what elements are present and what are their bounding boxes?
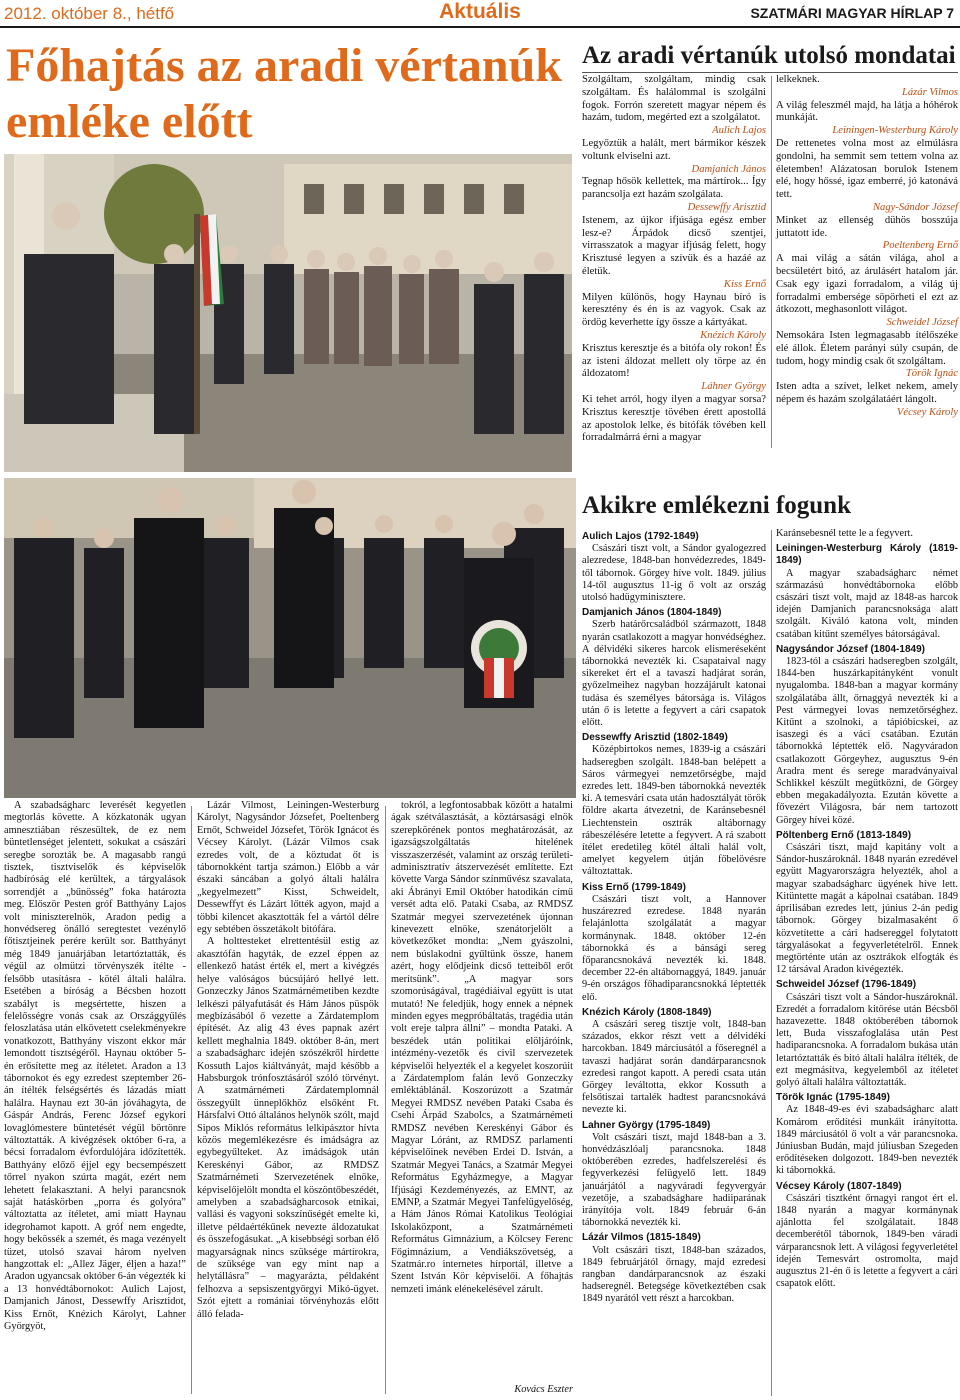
bio-name: Knézich Károly (1808-1849) xyxy=(582,1006,712,1018)
quote-author: Láhner György xyxy=(701,381,766,393)
bio-text: Császári tiszt volt, a Sándor gyalogezred alezredese, 1848-ban honvédezredes, 1849-től tábornok. Görgey híve volt. 1849. július 14-től augusztus 11-ig ő volt az ország utolsó hadügyminisztere. xyxy=(582,543,766,604)
bio-name: Aulich Lajos (1792-1849) xyxy=(582,531,699,542)
quotes-right-column xyxy=(776,74,958,420)
quote-author: Vécsey Károly xyxy=(896,406,958,418)
wreath-procession-photo xyxy=(4,478,576,798)
article-paragraph: A szabadságharc leverését kegyetlen megtorlás követte. A közkatonák ugyan amnesztiában részesültek, de ez nem büntetlenséget jelentett, sokukat a császári seregbe sorozták be. A magasabb rangú tisztek, tisztviselők és képviselők hadbíróság elé kerültek, a tárgyalások sorrendjét a „bűnösség” foka határozta meg. Először Pesten gróf Batthyány Lajos volt miniszterelnök, Aradon pedig a honvédsereg önálló seregtestet vezénylő főtisztjeinek perére került sor. Batthyányt még 1849 januárjában letartóztatták, és végül az olmützi törvényszék ítélte - felsőbb utasításra - kötél általi halálra. Esetében a bíróság a Bécsben hozott szabályt is megsértette, hiszen a felelősségre vonás csak az Országgyűlés feloszlatása után elkövetett cselekményekre vonatkozott, Batthyány viszont ekkor már lemondott tisztségéről. Haynau október 5-én erősítette meg az ítéletet. Aradon a 13 tábornokot és egy ezredest szeptember 26-án ítélték felségsértés és lázadás miatt halálra. Haynau ezt 30-án jóváhagyta, de Gáspár András, Ferenc József egykori lovaglómestere büntetését végül börtönre változtatták. A kivégzések október 6-ra, a bécsi forradalom évfordulójára időzítették. Batthyány előző éjjel egy becsempészett tőrrel nyakon szúrta magát, ezért nem lehetett felakasztani. A helyi parancsnok saját hatáskörben „porra és golyóra” változtatta az ítéletet, ami miatt Haynau idegrohamot kapott. A gróf nem engedte, hogy bekössék a szemét, és maga vezényelt tüzet, utolsó szavai három nyelven hangzottak el: „Allez Jäger, éljen a haza!” Aradon ugyancsak október 6-án végezték ki a 13 honvédtábornokot: Aulich Lajost, Damjanich Jánost, Dessewffy Arisztidot, Kiss Ernőt, Knézich Károlyt, Lahner Györgyöt, xyxy=(4,800,186,1333)
bio-name: Nagysándor József (1804-1849) xyxy=(776,643,925,655)
quote-text: Ki tehet arról, hogy ilyen a magyar sorsa? Krisztus keresztje tövében érett apostollá az apostolok lelke, és bitófák tövében kell forradalmárrá érni a magyar xyxy=(582,393,766,444)
main-headline: Főhajtás az aradi vértanúk emléke előtt xyxy=(6,39,562,148)
quote-text: A világ feleszmél majd, ha látja a hóhérok munkáját. xyxy=(776,99,958,124)
issue-date: 2012. október 8., hétfő xyxy=(4,4,175,23)
bio-text: 1823-tól a császári hadseregben szolgált, 1844-ben huszárkapitányként vonult nyugalomba. 1848-ban a magyar kormány szolgálatába állt, őrnaggyá nevezték ki a Pest vármegyei lovas nemzetőrséghez. Kitűnt a szolnoki, a tápióbicskei, az isaszegi és a váci csatában. Ezután tábornokká léptették elő. Nagyváradon csatlakozott Görgeyhez, augusztus 9-én Aradra ment és serege maradványaival Schlikkel készült megütközni, de Görgey ebben megakadályozta. Ezután követte a fővezért Világosra, bár nem tartozott Görgey hívei közé. xyxy=(776,656,958,826)
bio-text: Szerb határőrcsaládból származott, 1848 nyarán csatlakozott a magyar honvédséghez. A délvidéki sikeres harcok elismeréseként tábornokká nevezték ki. Csapataival nagy sikereket ért el a tavaszi hadjárat során, győzelmeihez nagyban hozzájárult katonai tudása és személyes bátorsága is. Világos után ő is letette a fegyvert a cári csapatok előtt. xyxy=(582,619,766,729)
quote-author: Lázár Vilmos xyxy=(901,86,958,98)
bio-text: Császári tiszt volt, a Hannover huszárezred ezredese. 1848 nyarán felajánlotta szolgálatát a magyar kormánynak. 1848. október 12-én tábornokká és a bánsági sereg főparancsnokává nevezték ki. 1848. december 22-én altábornaggyá, 1849. január 9-én országos főhadiparancsnokká léptették elő. xyxy=(582,893,766,1003)
bio-text: Karánsebesnél tette le a fegyvert. xyxy=(776,528,913,539)
quote-text: Nemsokára Isten legmagasabb ítélőszéke elé állok. Életem parányi súly csupán, de tudom, hogy mindig csak őt szolgáltam. xyxy=(776,329,958,367)
bios-left-column xyxy=(582,528,766,1306)
quote-text: Szolgáltam, szolgáltam, mindig csak szolgáltam. És halálommal is szolgálni fogok. Forrón szeretett magyar népem és hazám, tudom, megérted ezt a szolgálatot. xyxy=(582,74,766,124)
article-column-1 xyxy=(4,800,186,1333)
quote-text: Tegnap hősök kellettek, ma mártírok... Így parancsolja ezt hazám szolgálata. xyxy=(582,176,766,201)
article-column-2 xyxy=(197,800,379,1321)
column-divider xyxy=(771,76,772,448)
quote-text: lelkeknek. xyxy=(776,74,820,85)
bio-name: Török Ignác (1795-1849) xyxy=(776,1092,890,1104)
article-paragraph: tokról, a legfontosabbak között a hatalmi ágak szétválasztását, a köztársasági elnök szerepkörének pontos meghatározását, az igazságszolgáltatás hitelének visszaszerzését, valamint az ország területi-adminisztratív átszervezését említette. Ezt követte Varga Sándor színművész szavalata, aki Ábrányi Emil Október hatodikán című versét adta elő. Pataki Csaba, az RMDSZ Szatmár megyei szervezetének újonnan kinevezett elnöke, szenátorjelölt a következőket mondta: „Nem gyászolni, nem búslakodni gyűltünk össze, hanem azért, hogy elődjeink dicső tetteiből erőt merítsünk”. „A magyar sors szomorúságával, tragédiáival együtt is utat mutató! Ne feledjük, hogy ennek a népnek minden egyes megpróbáltatás, tragédia után volt ereje talpra állni” – mondta Pataki. A beszédek után politikai elöljáróink, intézmény-vezetők és civil szervezetek képviselői helyezték el a kegyelet koszorúit a Zárdatemplom falán levő Gonzeczky emléktáblánál. Koszorúzott a Szatmár Megyei RMDSZ nevében Pataki Csaba és Csehi Árpád Szabolcs, a Szatmárnémeti RMDSZ nevében Kereskényi Gábor és Magyar Lóránt, az RMDSZ parlamenti képviselőinek nevében Erdei D. István, a Szatmár Megyei Tanács, a Szatmár Megyei Református Egyházmegye, a Magyar Ifjúsági Kezdeményezés, az EMNT, az EMNP, a Szatmár Megyei Tanfelügyelőség, a Hám János Római Katolikus Teológiai Iskolaközpont, a Szatmárnémeti Református Gimnázium, a Kölcsey Ferenc Főgimnázium, a Vendiákszövetség, a Szatmár.ro internetes hírportál, illetve a Szent István Kör képviselői. A főhajtás nemzeti imánk elénekelésével zárult. xyxy=(391,800,573,1295)
bio-name: Damjanich János (1804-1849) xyxy=(582,607,722,619)
quote-author: Poeltenberg Ernő xyxy=(882,240,958,252)
bio-text: A magyar szabadságharc német származású honvédtábornoka előbb császári tiszt volt, majd az 1848-as harcok idején Damjanich parancsnoksága alatt szolgált. Kiváló katona volt, minden csatában kitűnt személyes bátorságával. xyxy=(776,567,958,640)
quote-author: Schweidel József xyxy=(886,317,958,329)
quote-author: Dessewffy Arisztid xyxy=(687,201,766,213)
quote-author: Török Ignác xyxy=(905,368,958,380)
quote-text: De rettenetes volna most az elmúlásra gondolni, ha semmit sem tettem volna az életemben! Alázatosan borulok Istenem elé, hogy hőssé, igaz emberré, jó katonává tett. xyxy=(776,137,958,201)
bio-name: Leiningen-Westerburg Károly (1819-1849) xyxy=(776,543,958,567)
bio-name: Kiss Ernő (1799-1849) xyxy=(582,881,686,893)
quote-text: A mai világ a sátán világa, ahol a becsületért bitó, az árulásért hatalom jár. Csak egy igazi forradalom, a világ új forradalmi embersége söpörheti el ezt az átkozott, meghasonlott világot. xyxy=(776,253,958,316)
bio-text: Volt császári tiszt, 1848-ban százados, 1849 februárjától őrnagy, majd ezredesi rangban dandárparancsnok az északi hadseregnél. Betegsége következtében csak 1849 nyarától vett részt a harcokban. xyxy=(582,1244,766,1305)
article-paragraph: Lázár Vilmost, Leiningen-Westerburg Károlyt, Nagysándor Józsefet, Poeltenberg Ernőt, Schweidel Józsefet, Török Ignácot és Vécsey Károlyt. (Lázár Vilmos csak ezredes volt, de a köztudat őt is tábornokként tartja számon.) Előbb a vár északi sáncában a golyó általi halálra „kegyelmezett” Kisst, Schweidelt, Dessewffyt és Lázárt lőtték agyon, majd a többi kilencet akasztották fel a vártól délre egy sebtében összetákolt bitófára. xyxy=(197,800,379,936)
column-divider xyxy=(191,806,192,1394)
bio-text: Középbirtokos nemes, 1839-ig a császári hadseregben szolgált. 1848-ban belépett a Sáros vármegyei nemzetőrségbe, majd ezredes lett. 1849-ben tábornokká nevezték ki. A temesvári csata után hadosztályát török földre akarta átvezetni, de Karánsebesnél Liechtenstein osztrák altábornagy rábeszélésére letette a fegyvert. A rá szabott ítélet eredetileg kötél általi halál volt, amelyet kegyelem útján főbelövésre változtattak. xyxy=(582,744,766,878)
quote-text: Isten adta a szívet, lelket nekem, amely népem és hazám szolgálatáért lángolt. xyxy=(776,381,958,405)
bio-text: Császári tisztként őrnagyi rangot ért el. 1848 nyarán a magyar kormánynak ajánlotta fel szolgálatait. 1848 decemberétől tábornok, 1849-ben váradi várparancsnok lett. A világosi fegyverletétel idején Temesvárt ostromolta, majd augusztus 21-én ő is letette a fegyvert a cári csapatok előtt. xyxy=(776,1192,958,1290)
bio-text: Az 1848-49-es évi szabadságharc alatt Komárom erődítési munkáit irányította. 1849 márciusától ő volt a vár parancsnoka. Júniusban Budán, majd júliusban Szegeden erődítéseken dolgozott. 1849-ben nevezték ki tábornokká. xyxy=(776,1104,958,1177)
bio-name: Lahner György (1795-1849) xyxy=(582,1119,711,1131)
quote-author: Damjanich János xyxy=(691,163,766,175)
bio-text: Volt császári tiszt, majd 1848-ban a 3. honvédzászlóalj parancsnoka. 1848 októberében ezredes, hadfelszerelési és fegyverkezési felügyelő lett. 1849 januárjától a nagyváradi fegyvergyár vezetője, a szabadsághare hadiiparának irányítója volt. 1849 február 6-án tábornokká nevezték ki. xyxy=(582,1131,766,1229)
article-paragraph: A holttesteket elrettentésül estig az akasztófán hagyták, de ezzel éppen az ellenkező hatást érték el, mert a kivégzés helye valóságos búcsújáró hellyé lett. Gonzeczky János Szatmárnémetiben kezdte lelkészi pályafutását és Hám János püspök megbízásából ő vezette a Zárdatemplom építését. Az alig 43 éves papnak azért kellett meghalnia 1849. október 8-án, mert a szabadságharc idején szószékről hirdette Kossuth Lajos kiáltványát, majd később a Habsburgok trónfosztásáról szóló törvényt. A szatmárnémeti Zárdatemplomnál összegyűlt ünneplőkhöz elsőként Ft. Hársfalvi Ottó általános helynök szólt, majd Sipos Miklós református lelkipásztor hívta közös megemlékezésre és imádságra az egybegyűlteket. Az imádságok után Kereskényi Gábor, az RMDSZ Szatmárnémeti Szervezetének elnöke, képviselőjelölt mondta el köszöntőbeszédét, amelyben a szabadságharcosok etnikai, vallási és vagyoni sokszínűségét emelte ki, illetve példaértékűnek nevezte áldozatukat és összefogásukat. „A kisebbségi sorban élő magyarságnak nincs szüksége mártírokra, de szüksége van egy mint nap a helytállásra” – magyarázta, példaként felhozva a sepsiszentgyörgyi Mikó-ügyet. Szót ejtett a romániai törvényhozás előtt álló felada- xyxy=(197,936,379,1320)
column-divider xyxy=(385,806,386,1394)
bio-name: Dessewffy Arisztid (1802-1849) xyxy=(582,732,728,744)
section-title: Aktuális xyxy=(439,0,521,23)
quote-text: Legyőztük a halált, mert bármikor készek voltunk elviselni azt. xyxy=(582,137,766,162)
ceremony-photo xyxy=(4,154,572,472)
quote-text: Milyen különös, hogy Haynau bíró is keresztény és én is az vagyok. Csak az ördög keverhette így össze a kártyákat. xyxy=(582,291,766,329)
quote-author: Knézich Károly xyxy=(700,329,766,341)
column-divider xyxy=(771,530,772,1396)
article-signature: Kovács Eszter xyxy=(514,1384,573,1395)
bio-name: Pöltenberg Ernő (1813-1849) xyxy=(776,829,912,841)
article-column-3 xyxy=(391,800,573,1296)
quote-text: Istenem, az újkor ifjúsága egész ember lesz-e? Árpádok dicső szentjei, virrasszatok a magyar ifjúság felett, hogy Krisztusé legyen a szívük és a hazáé az életük. xyxy=(582,214,766,277)
newspaper-name: SZATMÁRI MAGYAR HÍRLAP 7 xyxy=(750,5,954,21)
page-header xyxy=(0,0,960,28)
quote-text: Krisztus keresztje és a bitófa oly rokon! És az isteni áldozat mellett oly törpe az én áldozatom! xyxy=(582,342,766,380)
bio-text: A császári sereg tisztje volt, 1848-ban százados, ekkor részt vett a délvidéki harcokban. 1849 márciusától a főseregnél a tavaszi hadjárat során dandárparancsnok ezredesi rangot kapott. A peredi csata után Görgey leváltotta, ekkor Kossuth a felsőtiszai tartalék hadtest parancsnokává nevezte ki. xyxy=(582,1018,766,1116)
bio-text: Császári tiszt, majd kapitány volt a Sándor-huszároknál. 1848 nyarán ezredével együtt Magyarországra helyezték, ahol a magyar szabadságharc ügyének híve lett. Kitüntette magát a kápolnai csatában. 1849 áprilisában ezredes lett, június 2-án pedig tábornok. Görgey bizalmasaként ő közvetítette a cári hadsereggel folytatott tárgyalásokat a fegyverletételről. Ennek megtörténte után az osztrákok elfogták és 12 társával Aradon kivégezték. xyxy=(776,842,958,976)
bio-text: Császári tiszt volt a Sándor-huszároknál. Ezredét a forradalom kitörése után Bécsből hazavezette. 1848 októberében tábornok lett, Buda visszafoglalása után Pest hadiparancsnoka. A forradalom bukása után letartóztatták és bitó általi halálra ítélték, de ezt megmásítva, kegyelemből az ítéletet golyó általi halálra változtatták. xyxy=(776,991,958,1088)
quote-author: Aulich Lajos xyxy=(712,125,766,137)
quote-author: Nagy-Sándor József xyxy=(872,201,958,213)
quote-author: Kiss Ernő xyxy=(723,278,766,290)
bio-name: Lázár Vilmos (1815-1849) xyxy=(582,1232,701,1244)
bios-title: Akikre emlékezni fogunk xyxy=(582,492,851,519)
quote-author: Leiningen-Westerburg Károly xyxy=(832,125,958,137)
quotes-left-column xyxy=(582,74,766,445)
bios-right-column xyxy=(776,528,958,1290)
bio-name: Vécsey Károly (1807-1849) xyxy=(776,1180,902,1192)
bio-name: Schweidel József (1796-1849) xyxy=(776,979,917,991)
quote-text: Minket az ellenség dühös bosszúja juttatott ide. xyxy=(776,214,958,239)
quotes-title: Az aradi vértanúk utolsó mondatai xyxy=(582,42,958,73)
